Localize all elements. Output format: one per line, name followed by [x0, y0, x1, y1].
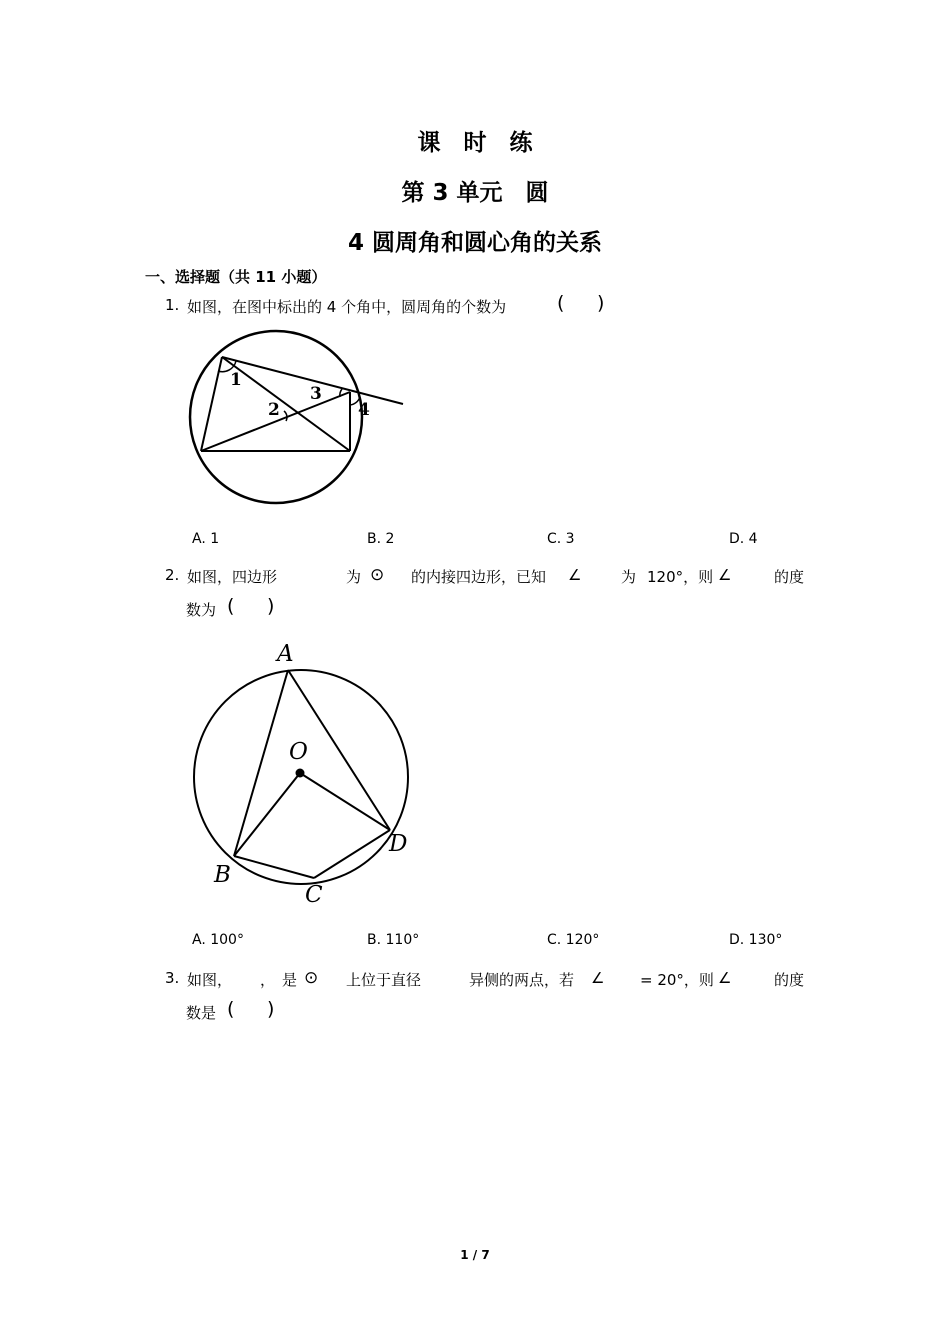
angle-2-arc	[284, 411, 287, 421]
angle-symbol: ∠	[568, 566, 582, 584]
question-1-text: 如图，在图中标出的 4 个角中，圆周角的个数为	[187, 298, 507, 316]
angle-label-2: 2	[268, 400, 280, 420]
question-1-number: 1.	[165, 296, 180, 314]
question-1-figure	[180, 325, 420, 515]
answer-paren-open: (	[227, 595, 235, 617]
center-point	[296, 769, 305, 778]
point-label-o: O	[289, 739, 308, 765]
circle-symbol: ⊙	[370, 565, 385, 585]
section-heading: 一、选择题（共 11 小题）	[145, 268, 327, 286]
angle-label-3: 3	[310, 384, 322, 404]
option-b[interactable]: B. 2	[367, 531, 395, 547]
circle-symbol: ⊙	[304, 968, 319, 988]
answer-paren-open: (	[227, 998, 235, 1020]
answer-paren-close: )	[267, 595, 275, 617]
option-c[interactable]: C. 3	[547, 531, 575, 547]
question-3-number: 3.	[165, 969, 180, 987]
point-label-c: C	[305, 882, 323, 908]
option-d[interactable]: D. 4	[729, 531, 758, 547]
angle-symbol: ∠	[718, 969, 732, 987]
option-a[interactable]: A. 1	[192, 531, 220, 547]
question-2-text: 如图，四边形	[187, 568, 278, 586]
angle-symbol: ∠	[718, 566, 732, 584]
angle-symbol: ∠	[591, 969, 605, 987]
page-title: 课 时 练	[417, 130, 533, 156]
answer-paren-close: )	[597, 292, 605, 314]
question-2-number: 2.	[165, 566, 180, 584]
option-a[interactable]: A. 100°	[192, 932, 244, 948]
option-c[interactable]: C. 120°	[547, 932, 600, 948]
answer-paren-close: )	[267, 998, 275, 1020]
point-label-d: D	[389, 831, 408, 857]
question-2-figure	[190, 634, 420, 914]
unit-title: 第 3 单元 圆	[401, 180, 549, 206]
option-b[interactable]: B. 110°	[367, 932, 420, 948]
lesson-title: 4 圆周角和圆心角的关系	[347, 230, 602, 256]
angle-label-1: 1	[230, 370, 242, 390]
point-label-a: A	[277, 641, 294, 667]
point-label-b: B	[214, 862, 231, 888]
option-d[interactable]: D. 130°	[729, 932, 783, 948]
answer-paren-open: (	[557, 292, 565, 314]
angle-label-4: 4	[358, 400, 370, 420]
page-number: 1 / 7	[460, 1248, 490, 1262]
question-3-text: 如图，	[187, 971, 233, 989]
